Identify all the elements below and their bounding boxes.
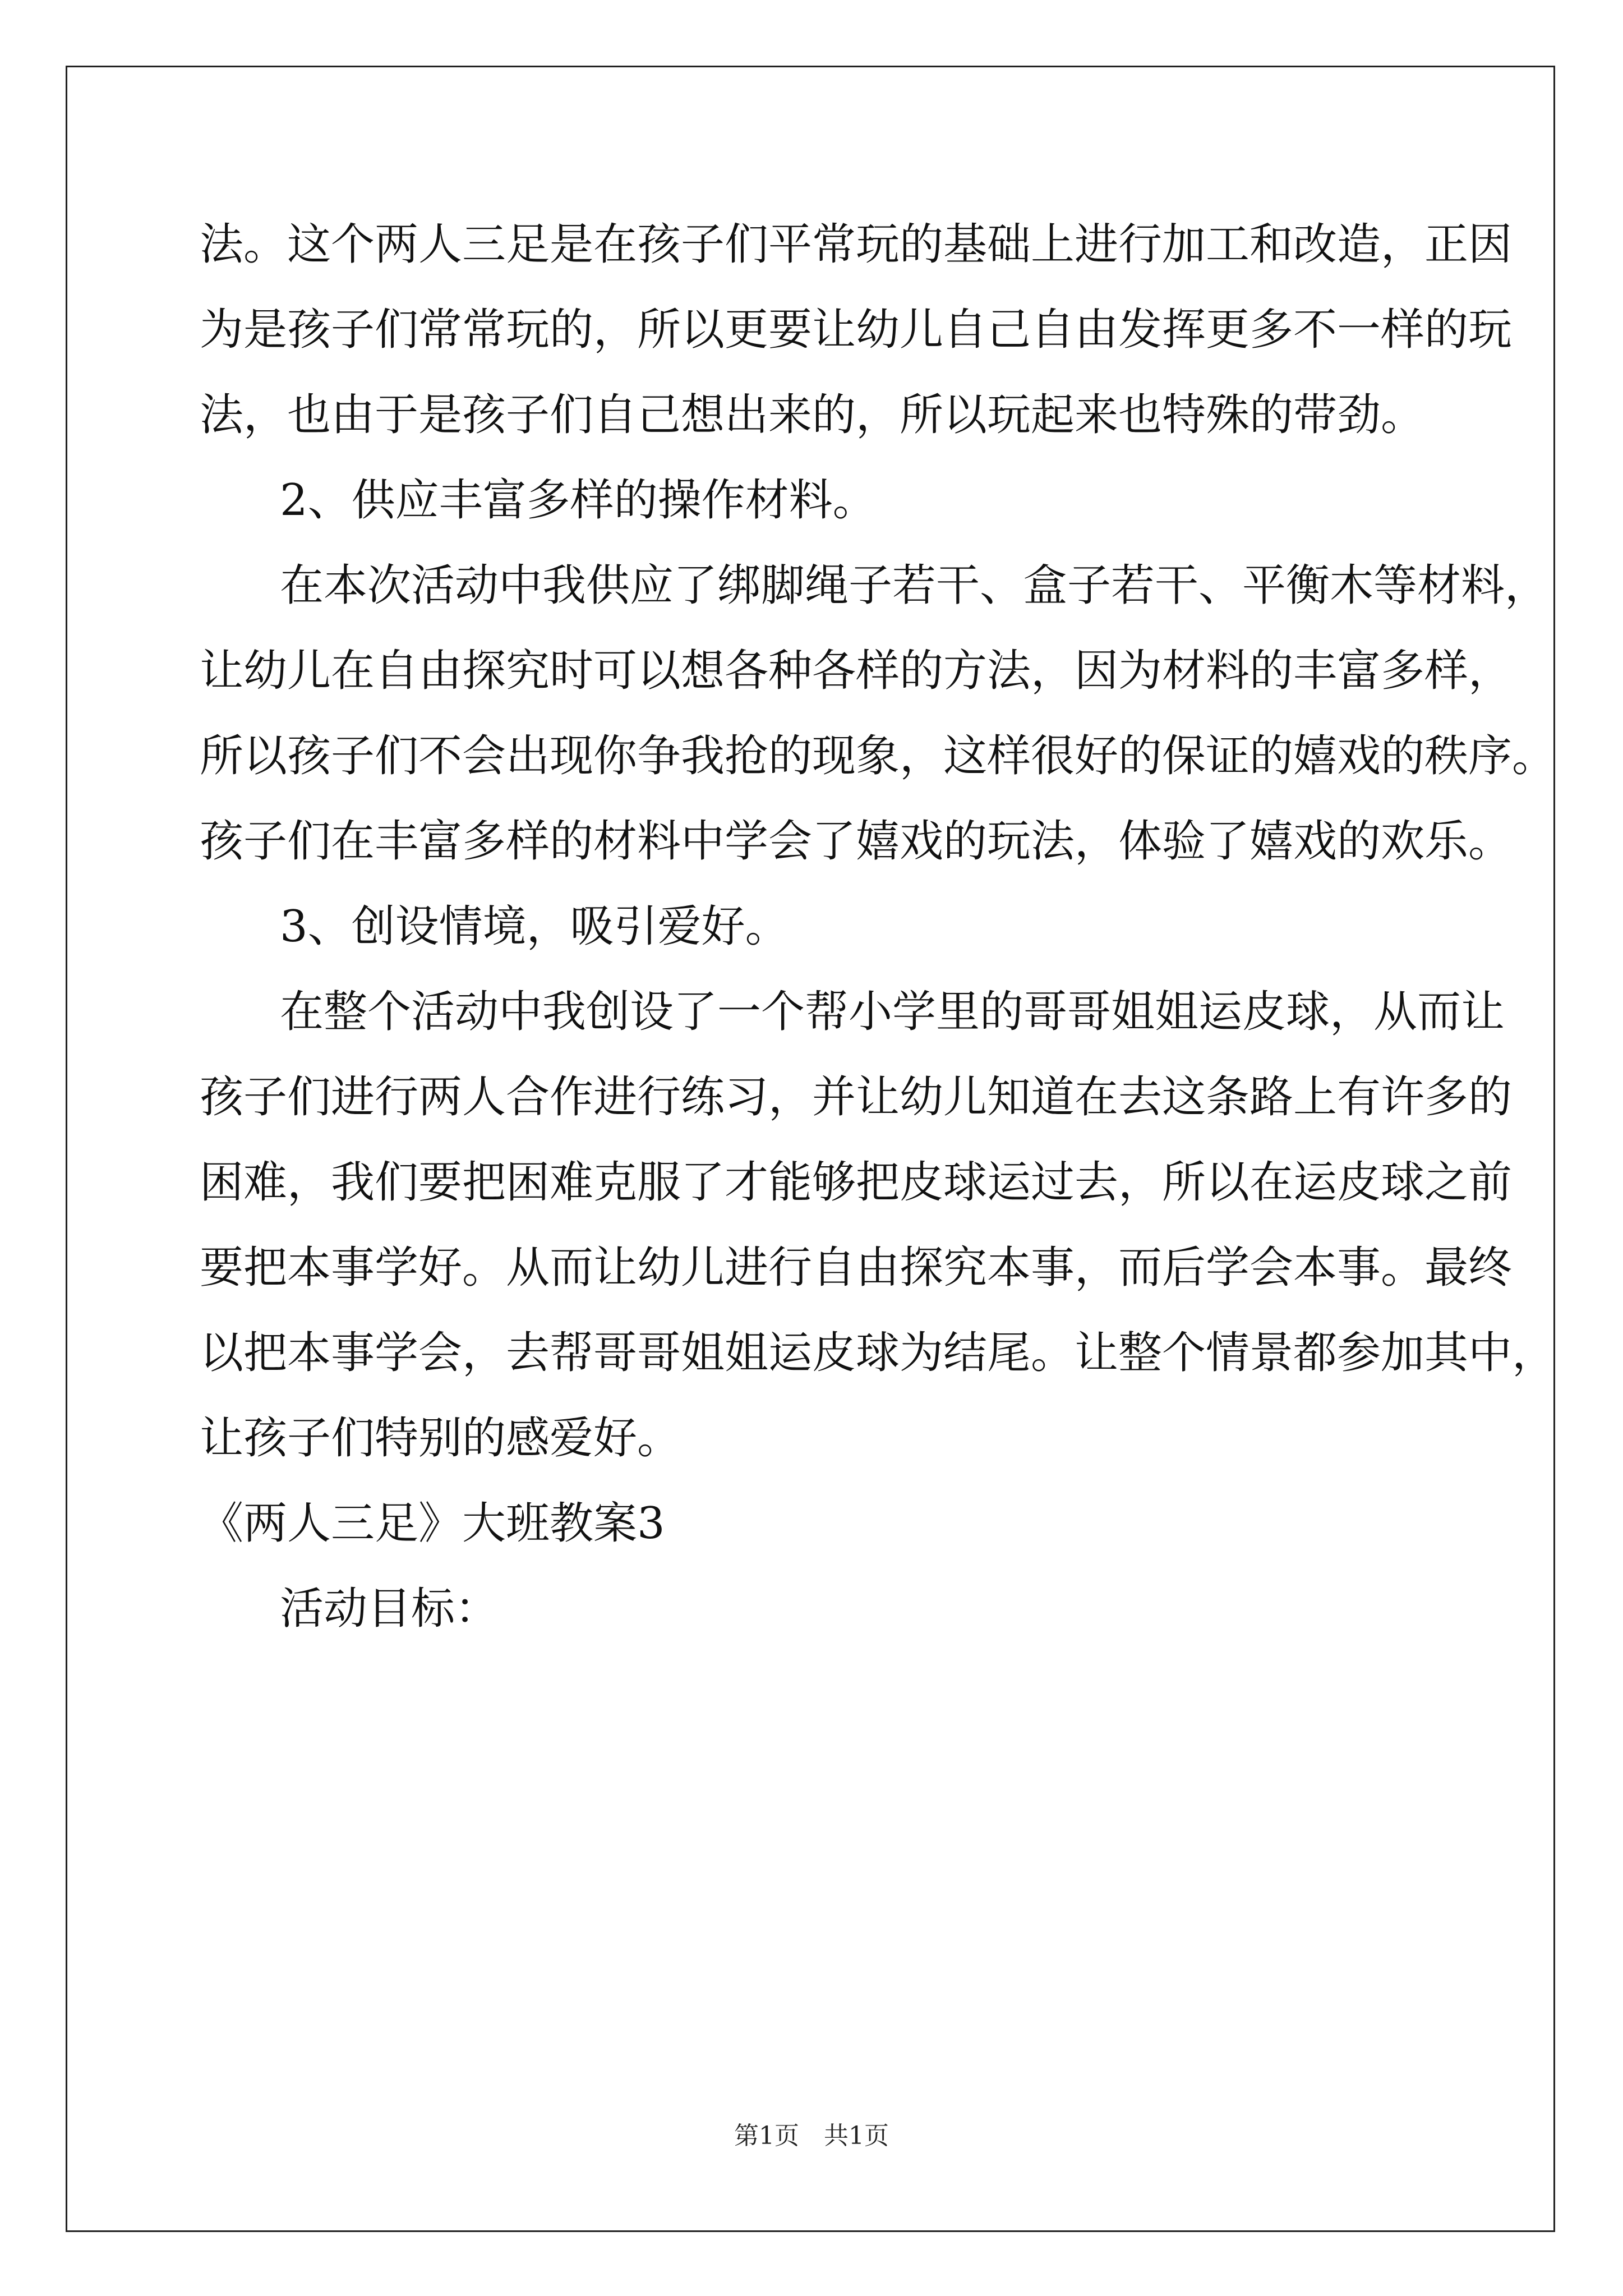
paragraph-line: 以把本事学会，去帮哥哥姐姐运皮球为结尾。让整个情景都参加其中， <box>200 1328 1556 1378</box>
paragraph-line: 法。这个两人三足是在孩子们平常玩的基础上进行加工和改造，正因 <box>200 219 1513 270</box>
section-heading: 3、创设情境，吸引爱好。 <box>280 901 789 952</box>
paragraph-line: 让幼儿在自由探究时可以想各种各样的方法，因为材料的丰富多样， <box>200 646 1513 696</box>
section-heading: 2、供应丰富多样的操作材料。 <box>280 475 877 526</box>
paragraph-line: 所以孩子们不会出现你争我抢的现象，这样很好的保证的嬉戏的秩序。 <box>200 731 1556 781</box>
paragraph-line: 在整个活动中我创设了一个帮小学里的哥哥姐姐运皮球，从而让 <box>280 987 1505 1037</box>
paragraph-line: 法，也由于是孩子们自己想出来的，所以玩起来也特殊的带劲。 <box>200 390 1425 440</box>
paragraph-line: 困难，我们要把困难克服了才能够把皮球运过去，所以在运皮球之前 <box>200 1157 1513 1208</box>
page-number-footer: 第1页 共1页 <box>734 2122 889 2150</box>
section-heading: 活动目标： <box>280 1584 499 1634</box>
paragraph-line: 要把本事学好。从而让幼儿进行自由探究本事，而后学会本事。最终 <box>200 1243 1513 1293</box>
paragraph-line: 孩子们在丰富多样的材料中学会了嬉戏的玩法，体验了嬉戏的欢乐。 <box>200 816 1513 867</box>
paragraph-line: 孩子们进行两人合作进行练习，并让幼儿知道在去这条路上有许多的 <box>200 1072 1513 1122</box>
paragraph-line: 为是孩子们常常玩的，所以更要让幼儿自己自由发挥更多不一样的玩 <box>200 305 1513 355</box>
paragraph-line: 在本次活动中我供应了绑脚绳子若干、盒子若干、平衡木等材料， <box>280 560 1549 611</box>
document-title: 《两人三足》大班教案3 <box>200 1498 665 1549</box>
paragraph-line: 让孩子们特别的感爱好。 <box>200 1413 681 1464</box>
